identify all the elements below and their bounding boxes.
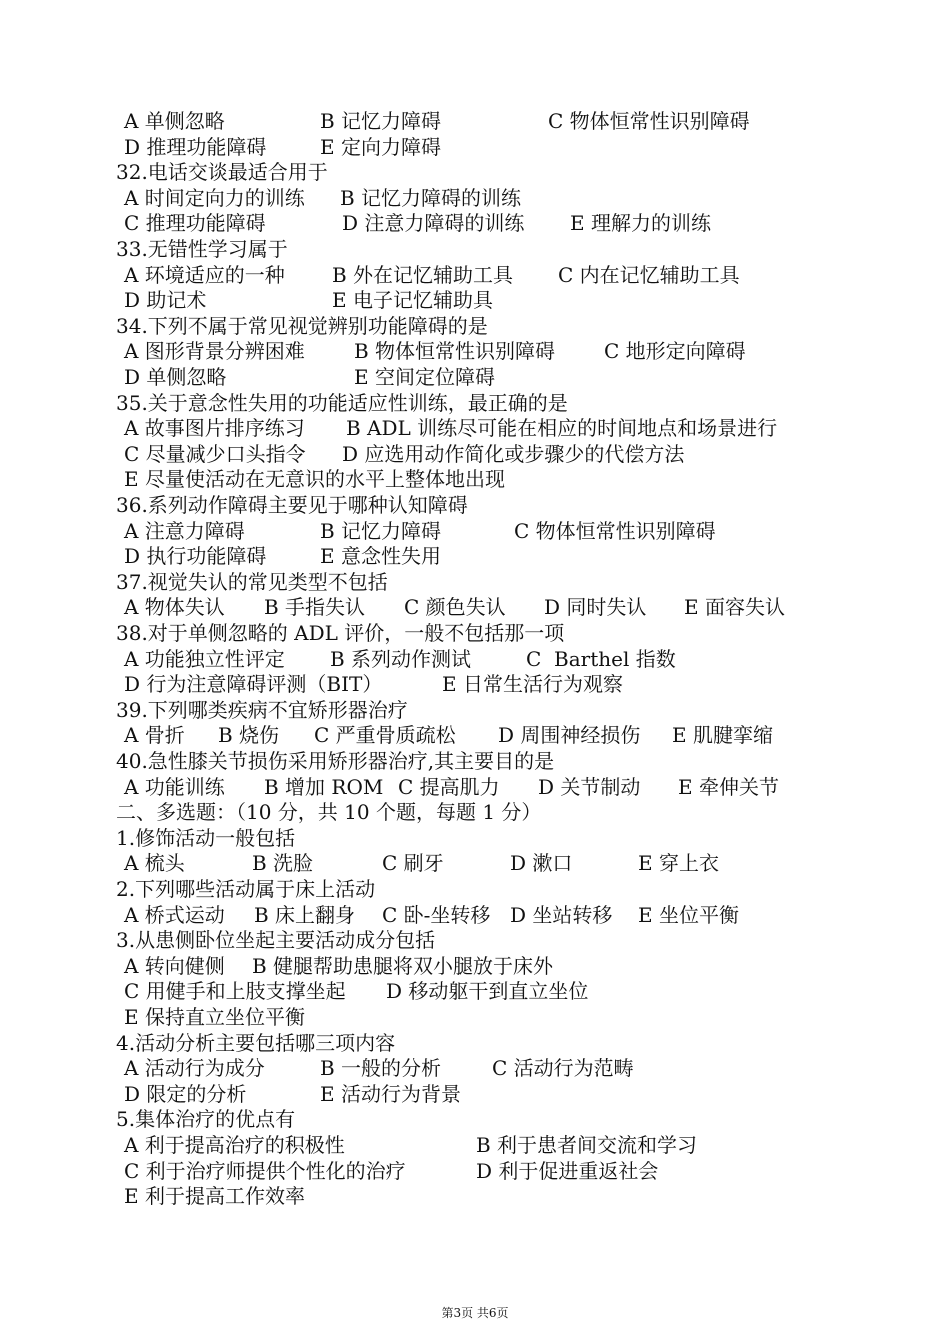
q32-opts-1-option-b: B 记忆力障碍的训练 <box>340 186 522 210</box>
q33-opts-2-option-a: D 助记术 <box>124 288 207 312</box>
section-heading: 二、多选题：（10 分，共 10 个题，每题 1 分） <box>116 800 542 824</box>
q34-opts-1-option-a: A 图形背景分辨困难 <box>124 339 305 363</box>
q39-opts-1-option-d: D 周围神经损伤 <box>498 723 641 747</box>
q33-opts-2-option-b: E 电子记忆辅助具 <box>332 288 493 312</box>
q37-opts-1-option-a: A 物体失认 <box>124 595 225 619</box>
q36-opts-1-option-c: C 物体恒常性识别障碍 <box>514 519 716 543</box>
m4-opts-1-option-a: A 活动行为成分 <box>124 1056 265 1080</box>
q36-question-stem: 36.系列动作障碍主要见于哪种认知障碍 <box>116 493 468 517</box>
q38-question-stem: 38.对于单侧忽略的 ADL 评价，一般不包括那一项 <box>116 621 565 645</box>
q34-opts-1-option-b: B 物体恒常性识别障碍 <box>354 339 556 363</box>
q39-question-stem: 39.下列哪类疾病不宜矫形器治疗 <box>116 698 408 722</box>
q37-opts-1-option-b: B 手指失认 <box>264 595 366 619</box>
q32-question-stem: 32.电话交谈最适合用于 <box>116 160 328 184</box>
m2-opts-1-option-c: C 卧-坐转移 <box>382 903 491 927</box>
m5-opts-2-option-a: C 利于治疗师提供个性化的治疗 <box>124 1159 406 1183</box>
m2-opts-1-option-a: A 桥式运动 <box>124 903 225 927</box>
q39-opts-1-option-a: A 骨折 <box>124 723 185 747</box>
q40-opts-1-option-c: C 提高肌力 <box>398 775 500 799</box>
q32-opts-2-option-a: C 推理功能障碍 <box>124 211 266 235</box>
q36-opts-1-option-a: A 注意力障碍 <box>124 519 245 543</box>
q31-opts-1-option-b: B 记忆力障碍 <box>320 109 442 133</box>
m1-opts-1-option-c: C 刷牙 <box>382 851 444 875</box>
q34-opts-2-option-b: E 空间定位障碍 <box>354 365 495 389</box>
q39-opts-1-option-c: C 严重骨质疏松 <box>314 723 456 747</box>
q31-opts-1-option-a: A 单侧忽略 <box>124 109 225 133</box>
q36-opts-1-option-b: B 记忆力障碍 <box>320 519 442 543</box>
q33-opts-1-option-a: A 环境适应的一种 <box>124 263 285 287</box>
q37-question-stem: 37.视觉失认的常见类型不包括 <box>116 570 388 594</box>
q31-opts-1-option-c: C 物体恒常性识别障碍 <box>548 109 750 133</box>
q33-opts-1-option-b: B 外在记忆辅助工具 <box>332 263 514 287</box>
q36-opts-2-option-b: E 意念性失用 <box>320 544 441 568</box>
m3-opts-2-option-b: D 移动躯干到直立坐位 <box>386 979 589 1003</box>
q31-opts-2-option-b: E 定向力障碍 <box>320 135 441 159</box>
q33-opts-1-option-c: C 内在记忆辅助工具 <box>558 263 740 287</box>
q40-opts-1-option-d: D 关节制动 <box>538 775 641 799</box>
m5-opts-1-option-b: B 利于患者间交流和学习 <box>476 1133 698 1157</box>
m1-opts-1-option-d: D 漱口 <box>510 851 573 875</box>
q40-opts-1-option-e: E 牵伸关节 <box>678 775 779 799</box>
q36-opts-2-option-a: D 执行功能障碍 <box>124 544 267 568</box>
m2-opts-1-option-d: D 坐站转移 <box>510 903 613 927</box>
q40-opts-1-option-a: A 功能训练 <box>124 775 225 799</box>
q34-question-stem: 34.下列不属于常见视觉辨别功能障碍的是 <box>116 314 488 338</box>
m4-opts-1-option-c: C 活动行为范畴 <box>492 1056 634 1080</box>
q37-opts-1-option-e: E 面容失认 <box>684 595 785 619</box>
q35-opts-1-option-a: A 故事图片排序练习 <box>124 416 305 440</box>
q35-opts-3-option-a: E 尽量使活动在无意识的水平上整体地出现 <box>124 467 505 491</box>
q38-opts-2-option-a: D 行为注意障碍评测（BIT） <box>124 672 383 696</box>
q40-question-stem: 40.急性膝关节损伤采用矫形器治疗,其主要目的是 <box>116 749 555 773</box>
q39-opts-1-option-b: B 烧伤 <box>218 723 280 747</box>
m1-opts-1-option-b: B 洗脸 <box>252 851 314 875</box>
m2-question-stem: 2.下列哪些活动属于床上活动 <box>116 877 376 901</box>
m3-question-stem: 3.从患侧卧位坐起主要活动成分包括 <box>116 928 436 952</box>
q35-opts-2-option-b: D 应选用动作简化或步骤少的代偿方法 <box>342 442 685 466</box>
q32-opts-2-option-c: E 理解力的训练 <box>570 211 711 235</box>
q39-opts-1-option-e: E 肌腱挛缩 <box>672 723 773 747</box>
q32-opts-2-option-b: D 注意力障碍的训练 <box>342 211 525 235</box>
m4-opts-2-option-a: D 限定的分析 <box>124 1082 247 1106</box>
m4-opts-2-option-b: E 活动行为背景 <box>320 1082 461 1106</box>
page-footer: 第3页 共6页 <box>441 1306 509 1320</box>
q37-opts-1-option-d: D 同时失认 <box>544 595 647 619</box>
m1-question-stem: 1.修饰活动一般包括 <box>116 826 296 850</box>
m5-opts-1-option-a: A 利于提高治疗的积极性 <box>124 1133 345 1157</box>
m1-opts-1-option-e: E 穿上衣 <box>638 851 719 875</box>
m3-opts-1-option-a: A 转向健侧 <box>124 954 225 978</box>
m5-question-stem: 5.集体治疗的优点有 <box>116 1107 296 1131</box>
q32-opts-1-option-a: A 时间定向力的训练 <box>124 186 305 210</box>
m2-opts-1-option-e: E 坐位平衡 <box>638 903 739 927</box>
q38-opts-2-option-b: E 日常生活行为观察 <box>442 672 623 696</box>
m3-opts-3-option-a: E 保持直立坐位平衡 <box>124 1005 305 1029</box>
m1-opts-1-option-a: A 梳头 <box>124 851 185 875</box>
q38-opts-1-option-a: A 功能独立性评定 <box>124 647 285 671</box>
m4-question-stem: 4.活动分析主要包括哪三项内容 <box>116 1031 396 1055</box>
q35-opts-2-option-a: C 尽量减少口头指令 <box>124 442 306 466</box>
q31-opts-2-option-a: D 推理功能障碍 <box>124 135 267 159</box>
m5-opts-2-option-b: D 利于促进重返社会 <box>476 1159 659 1183</box>
q35-question-stem: 35.关于意念性失用的功能适应性训练，最正确的是 <box>116 391 568 415</box>
m5-opts-3-option-a: E 利于提高工作效率 <box>124 1184 305 1208</box>
q37-opts-1-option-c: C 颜色失认 <box>404 595 506 619</box>
m3-opts-2-option-a: C 用健手和上肢支撑坐起 <box>124 979 346 1003</box>
q40-opts-1-option-b: B 增加 ROM <box>264 775 384 799</box>
q34-opts-2-option-a: D 单侧忽略 <box>124 365 227 389</box>
m4-opts-1-option-b: B 一般的分析 <box>320 1056 442 1080</box>
q38-opts-1-option-c: C Barthel 指数 <box>526 647 676 671</box>
m2-opts-1-option-b: B 床上翻身 <box>254 903 356 927</box>
q38-opts-1-option-b: B 系列动作测试 <box>330 647 472 671</box>
q33-question-stem: 33.无错性学习属于 <box>116 237 288 261</box>
m3-opts-1-option-b: B 健腿帮助患腿将双小腿放于床外 <box>252 954 554 978</box>
q35-opts-1-option-b: B ADL 训练尽可能在相应的时间地点和场景进行 <box>346 416 778 440</box>
q34-opts-1-option-c: C 地形定向障碍 <box>604 339 746 363</box>
